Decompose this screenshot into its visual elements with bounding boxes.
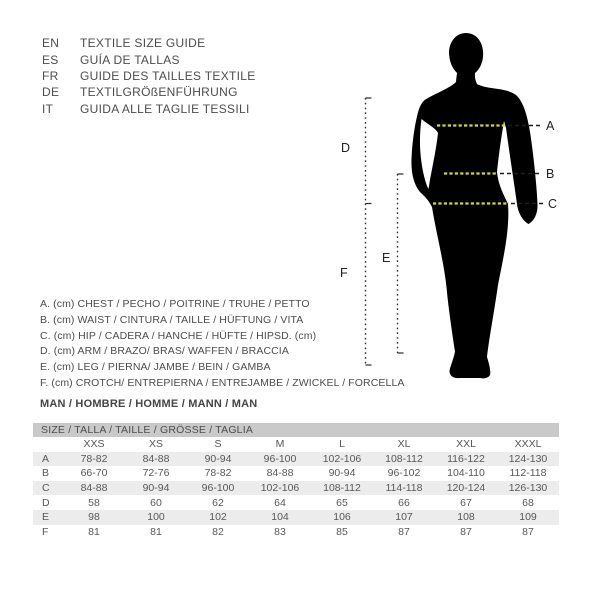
measurement-item-c: C. (cm) HIP / CADERA / HANCHE / HÜFTE / HIPSD. (cm) bbox=[40, 329, 317, 342]
table-cell: 114-118 bbox=[385, 482, 423, 495]
table-cell: 112-118 bbox=[509, 467, 547, 480]
table-row-b bbox=[33, 466, 559, 481]
table-row-c bbox=[33, 481, 559, 496]
column-header: L bbox=[339, 438, 345, 451]
column-header: M bbox=[275, 438, 285, 451]
table-cell: 85 bbox=[336, 525, 348, 538]
table-cell: 108-112 bbox=[323, 482, 361, 495]
table-cell: 87 bbox=[460, 525, 472, 538]
language-code: ES bbox=[42, 52, 59, 67]
measurement-item-e: E. (cm) LEG / PIERNA/ JAMBE / BEIN / GAMBA bbox=[40, 361, 271, 374]
measurement-item-d: D. (cm) ARM / BRAZO/ BRAS/ WAFFEN / BRACCIA bbox=[40, 345, 289, 358]
table-cell: 109 bbox=[519, 511, 537, 524]
table-cell: 82 bbox=[212, 525, 224, 538]
table-cell: 102-106 bbox=[322, 452, 362, 465]
column-header: XXXL bbox=[514, 438, 542, 451]
table-row-a bbox=[33, 452, 559, 467]
table-cell: 84-88 bbox=[142, 452, 170, 465]
row-label: B bbox=[42, 467, 50, 480]
table-cell: 102-106 bbox=[260, 482, 300, 495]
label-arm-d: D bbox=[341, 141, 351, 155]
table-cell: 108-112 bbox=[385, 452, 423, 465]
language-code: FR bbox=[42, 68, 59, 83]
row-label: D bbox=[42, 496, 50, 509]
table-cell: 65 bbox=[336, 496, 348, 509]
table-cell: 84-88 bbox=[266, 467, 294, 480]
size-table-header-row bbox=[33, 437, 559, 452]
table-cell: 90-94 bbox=[328, 467, 356, 480]
table-cell: 72-76 bbox=[142, 467, 170, 480]
table-cell: 104-110 bbox=[447, 467, 485, 480]
language-row-de bbox=[42, 84, 256, 100]
table-cell: 98 bbox=[88, 511, 100, 524]
table-cell: 124-130 bbox=[508, 452, 548, 465]
table-cell: 66-70 bbox=[80, 467, 108, 480]
column-header: XS bbox=[148, 438, 163, 451]
column-header: XXS bbox=[83, 438, 105, 451]
language-code: DE bbox=[42, 85, 60, 100]
table-cell: 90-94 bbox=[142, 482, 170, 495]
gender-label: MAN / HOMBRE / HOMME / MANN / MAN bbox=[40, 398, 258, 410]
measurement-item-b: B. (cm) WAIST / CINTURA / TAILLE / HÜFTUNG / VITA bbox=[40, 313, 304, 326]
language-label: GUIDE DES TAILLES TEXTILE bbox=[80, 68, 256, 83]
table-cell: 84-88 bbox=[80, 482, 108, 495]
label-chest-a: A bbox=[546, 119, 555, 133]
label-hip-c: C bbox=[548, 197, 558, 211]
row-label: A bbox=[42, 452, 50, 465]
language-label: TEXTILE SIZE GUIDE bbox=[80, 36, 206, 51]
language-list bbox=[42, 35, 256, 117]
size-table-title: SIZE / TALLA / TAILLE / GRÖSSE / TAGLIA bbox=[33, 423, 559, 437]
table-cell: 96-100 bbox=[201, 482, 235, 495]
table-cell: 66 bbox=[398, 496, 410, 509]
table-cell: 67 bbox=[460, 496, 472, 509]
table-cell: 96-100 bbox=[263, 452, 297, 465]
table-cell: 58 bbox=[88, 496, 100, 509]
table-cell: 81 bbox=[150, 525, 162, 538]
table-cell: 62 bbox=[212, 496, 224, 509]
table-cell: 78-82 bbox=[204, 467, 232, 480]
size-table bbox=[33, 423, 559, 539]
label-leg-e: E bbox=[382, 251, 391, 265]
table-cell: 96-102 bbox=[387, 467, 421, 480]
column-header: XL bbox=[397, 438, 411, 451]
row-label: F bbox=[42, 525, 49, 538]
measurement-item-a: A. (cm) CHEST / PECHO / POITRINE / TRUHE / PETTO bbox=[40, 298, 310, 310]
language-label: GUÍA DE TALLAS bbox=[80, 52, 180, 67]
table-row-d bbox=[33, 495, 559, 510]
table-cell: 100 bbox=[147, 511, 165, 524]
table-cell: 87 bbox=[522, 525, 534, 538]
measurement-item-f: F. (cm) CROTCH/ ENTREPIERNA / ENTREJAMBE / ZWICKEL / FORCELLA bbox=[40, 376, 405, 389]
column-header: XXL bbox=[456, 438, 476, 451]
table-cell: 126-130 bbox=[508, 482, 548, 495]
language-label: TEXTILGRÖßENFÜHRUNG bbox=[80, 85, 238, 100]
label-crotch-f: F bbox=[340, 266, 348, 280]
table-cell: 64 bbox=[274, 496, 286, 509]
table-cell: 108 bbox=[457, 511, 475, 524]
table-cell: 107 bbox=[395, 511, 413, 524]
table-cell: 78-82 bbox=[80, 452, 108, 465]
language-code: IT bbox=[42, 101, 54, 116]
table-cell: 68 bbox=[522, 496, 534, 509]
table-cell: 102 bbox=[209, 511, 227, 524]
table-cell: 60 bbox=[150, 496, 162, 509]
table-cell: 116-122 bbox=[447, 452, 485, 465]
table-cell: 83 bbox=[274, 525, 286, 538]
table-cell: 104 bbox=[271, 511, 289, 524]
table-row-f bbox=[33, 525, 559, 540]
column-header: S bbox=[214, 438, 222, 451]
label-waist-b: B bbox=[546, 167, 555, 181]
table-cell: 106 bbox=[333, 511, 351, 524]
row-label: E bbox=[42, 511, 50, 524]
language-row-en bbox=[42, 35, 256, 51]
row-label: C bbox=[42, 482, 50, 495]
table-cell: 120-124 bbox=[446, 482, 486, 495]
table-cell: 90-94 bbox=[204, 452, 232, 465]
measurement-legend bbox=[40, 297, 405, 392]
language-row-es bbox=[42, 51, 256, 67]
language-row-fr bbox=[42, 68, 256, 84]
table-row-e bbox=[33, 510, 559, 525]
man-silhouette bbox=[411, 33, 537, 378]
language-label: GUIDA ALLE TAGLIE TESSILI bbox=[80, 101, 250, 116]
table-cell: 87 bbox=[398, 525, 410, 538]
language-code: EN bbox=[42, 36, 60, 51]
table-cell: 81 bbox=[88, 525, 100, 538]
language-row-it bbox=[42, 101, 256, 117]
